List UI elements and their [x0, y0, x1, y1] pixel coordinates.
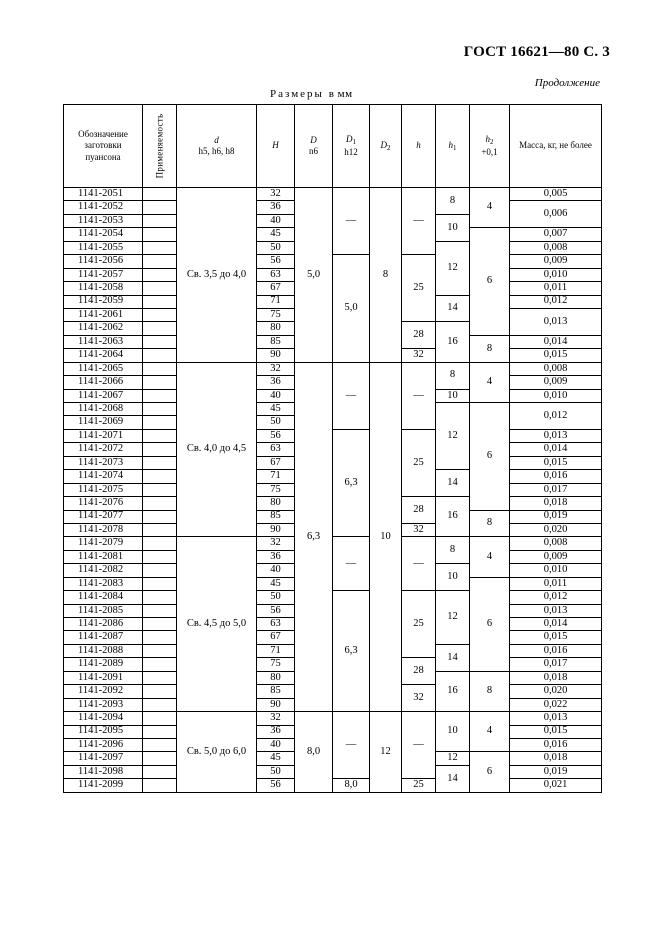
applicability-cell — [143, 456, 177, 469]
row-code: 1141-2087 — [64, 631, 143, 644]
row-H: 85 — [257, 510, 295, 523]
applicability-cell — [143, 335, 177, 348]
row-H: 40 — [257, 564, 295, 577]
table-header-row — [64, 105, 602, 188]
D1-cell: — — [333, 712, 370, 779]
row-H: 67 — [257, 282, 295, 295]
row-H: 36 — [257, 376, 295, 389]
table-row — [64, 255, 602, 268]
row-mass: 0,010 — [510, 268, 602, 281]
row-code: 1141-2097 — [64, 752, 143, 765]
row-H: 32 — [257, 188, 295, 201]
row-mass: 0,018 — [510, 671, 602, 684]
applicability-cell — [143, 779, 177, 792]
applicability-cell — [143, 349, 177, 362]
row-code: 1141-2065 — [64, 362, 143, 375]
row-H: 85 — [257, 685, 295, 698]
h1-cell: 10 — [436, 389, 470, 402]
row-H: 56 — [257, 604, 295, 617]
row-mass: 0,013 — [510, 604, 602, 617]
applicability-cell — [143, 483, 177, 496]
row-H: 32 — [257, 537, 295, 550]
table-row — [64, 537, 602, 550]
applicability-cell — [143, 255, 177, 268]
applicability-cell — [143, 523, 177, 536]
row-mass: 0,006 — [510, 201, 602, 228]
row-code: 1141-2074 — [64, 470, 143, 483]
row-H: 67 — [257, 456, 295, 469]
applicability-cell — [143, 550, 177, 563]
row-mass: 0,007 — [510, 228, 602, 241]
h-cell: 25 — [402, 255, 436, 322]
row-code: 1141-2062 — [64, 322, 143, 335]
row-mass: 0,018 — [510, 752, 602, 765]
row-H: 50 — [257, 416, 295, 429]
row-H: 36 — [257, 550, 295, 563]
row-H: 71 — [257, 470, 295, 483]
row-H: 40 — [257, 389, 295, 402]
col-code-line1: Обозначение — [78, 129, 128, 140]
row-code: 1141-2073 — [64, 456, 143, 469]
row-code: 1141-2072 — [64, 443, 143, 456]
col-D-symbol: D — [310, 134, 317, 145]
applicability-cell — [143, 282, 177, 295]
D1-cell: 6,3 — [333, 429, 370, 537]
row-H: 71 — [257, 295, 295, 308]
applicability-cell — [143, 362, 177, 375]
D1-cell: — — [333, 537, 370, 591]
applicability-cell — [143, 644, 177, 657]
applicability-cell — [143, 295, 177, 308]
h2-cell: 4 — [470, 188, 510, 228]
col-D2-symbol: D — [380, 139, 387, 150]
row-H: 75 — [257, 658, 295, 671]
h-cell: 28 — [402, 497, 436, 524]
applicability-cell — [143, 658, 177, 671]
row-H: 45 — [257, 577, 295, 590]
col-D1-tolerance: h12 — [344, 146, 358, 157]
sizes-label: Размеры — [270, 88, 324, 100]
row-code: 1141-2096 — [64, 738, 143, 751]
row-H: 63 — [257, 618, 295, 631]
row-code: 1141-2098 — [64, 765, 143, 778]
row-mass: 0,009 — [510, 376, 602, 389]
applicability-cell — [143, 765, 177, 778]
col-d-header — [177, 105, 257, 188]
row-mass: 0,014 — [510, 618, 602, 631]
D1-cell: 6,3 — [333, 591, 370, 712]
h1-cell: 12 — [436, 403, 470, 470]
applicability-cell — [143, 698, 177, 711]
row-H: 40 — [257, 738, 295, 751]
h-cell: — — [402, 712, 436, 779]
col-D2-subscript: 2 — [387, 143, 391, 152]
D1-cell: — — [333, 362, 370, 429]
h-cell: 32 — [402, 685, 436, 712]
row-code: 1141-2066 — [64, 376, 143, 389]
row-code: 1141-2086 — [64, 618, 143, 631]
row-mass: 0,009 — [510, 255, 602, 268]
col-h1-symbol: h — [448, 139, 453, 150]
row-H: 56 — [257, 255, 295, 268]
row-mass: 0,013 — [510, 308, 602, 335]
h1-cell: 12 — [436, 591, 470, 645]
applicability-cell — [143, 510, 177, 523]
applicability-cell — [143, 631, 177, 644]
row-mass: 0,008 — [510, 537, 602, 550]
sizes-unit: в мм — [328, 88, 353, 100]
h1-cell: 8 — [436, 537, 470, 564]
row-H: 36 — [257, 201, 295, 214]
h1-cell: 10 — [436, 712, 470, 752]
applicability-cell — [143, 429, 177, 442]
applicability-cell — [143, 685, 177, 698]
row-mass: 0,014 — [510, 335, 602, 348]
row-H: 90 — [257, 523, 295, 536]
D-group-cell: 5,0 — [295, 188, 333, 363]
row-H: 71 — [257, 644, 295, 657]
row-code: 1141-2052 — [64, 201, 143, 214]
row-code: 1141-2094 — [64, 712, 143, 725]
row-H: 63 — [257, 268, 295, 281]
row-mass: 0,020 — [510, 523, 602, 536]
d-group-cell: Св. 4,5 до 5,0 — [177, 537, 257, 712]
col-D-tolerance: n6 — [309, 146, 318, 156]
row-H: 56 — [257, 779, 295, 792]
sizes-caption — [270, 88, 420, 100]
h1-cell: 16 — [436, 322, 470, 362]
page-title: ГОСТ 16621—80 С. 3 — [463, 44, 610, 60]
applicability-cell — [143, 537, 177, 550]
h1-cell: 14 — [436, 765, 470, 792]
row-H: 80 — [257, 497, 295, 510]
row-H: 50 — [257, 591, 295, 604]
row-code: 1141-2053 — [64, 214, 143, 227]
row-H: 85 — [257, 335, 295, 348]
row-code: 1141-2085 — [64, 604, 143, 617]
applicability-cell — [143, 470, 177, 483]
row-H: 80 — [257, 322, 295, 335]
row-code: 1141-2088 — [64, 644, 143, 657]
h1-cell: 14 — [436, 644, 470, 671]
row-code: 1141-2059 — [64, 295, 143, 308]
table-row — [64, 362, 602, 375]
h2-cell: 8 — [470, 510, 510, 537]
row-code: 1141-2078 — [64, 523, 143, 536]
applicability-cell — [143, 577, 177, 590]
table-body — [64, 188, 602, 793]
row-mass: 0,011 — [510, 282, 602, 295]
h1-cell: 10 — [436, 214, 470, 241]
col-mass-header: Масса, кг, не более — [510, 105, 602, 188]
applicability-cell — [143, 564, 177, 577]
row-H: 32 — [257, 362, 295, 375]
row-code: 1141-2069 — [64, 416, 143, 429]
col-D1-symbol: D — [346, 134, 353, 144]
h1-cell: 14 — [436, 295, 470, 322]
dimensions-table — [63, 104, 602, 793]
row-code: 1141-2095 — [64, 725, 143, 738]
h-cell: — — [402, 537, 436, 591]
h2-cell: 8 — [470, 671, 510, 711]
row-code: 1141-2058 — [64, 282, 143, 295]
row-code: 1141-2055 — [64, 241, 143, 254]
h-cell: 32 — [402, 523, 436, 536]
col-D1-header — [333, 105, 370, 188]
col-D-header — [295, 105, 333, 188]
row-code: 1141-2099 — [64, 779, 143, 792]
applicability-cell — [143, 604, 177, 617]
row-code: 1141-2082 — [64, 564, 143, 577]
row-mass: 0,010 — [510, 389, 602, 402]
col-D1-subscript: 1 — [352, 138, 356, 146]
h1-cell: 10 — [436, 564, 470, 591]
row-code: 1141-2075 — [64, 483, 143, 496]
D1-cell: 5,0 — [333, 255, 370, 363]
d-group-cell: Св. 3,5 до 4,0 — [177, 188, 257, 363]
h-cell: — — [402, 188, 436, 255]
D1-cell: — — [333, 188, 370, 255]
row-H: 50 — [257, 241, 295, 254]
row-mass: 0,015 — [510, 631, 602, 644]
row-mass: 0,008 — [510, 241, 602, 254]
h2-cell: 4 — [470, 712, 510, 752]
row-H: 90 — [257, 349, 295, 362]
h1-cell: 16 — [436, 671, 470, 711]
col-h-header — [402, 105, 436, 188]
row-code: 1141-2054 — [64, 228, 143, 241]
applicability-cell — [143, 591, 177, 604]
D2-group-cell: 10 — [370, 362, 402, 711]
table-row — [64, 712, 602, 725]
row-mass: 0,010 — [510, 564, 602, 577]
h1-cell: 16 — [436, 497, 470, 537]
row-mass: 0,013 — [510, 429, 602, 442]
D-group-cell: 6,3 — [295, 362, 333, 711]
applicability-cell — [143, 738, 177, 751]
col-code-header — [64, 105, 143, 188]
d-group-cell: Св. 4,0 до 4,5 — [177, 362, 257, 537]
col-h1-subscript: 1 — [453, 143, 457, 152]
row-mass: 0,014 — [510, 443, 602, 456]
row-mass: 0,015 — [510, 725, 602, 738]
h-cell: 28 — [402, 658, 436, 685]
row-H: 36 — [257, 725, 295, 738]
row-mass: 0,005 — [510, 188, 602, 201]
h2-cell: 4 — [470, 537, 510, 577]
table-row — [64, 591, 602, 604]
row-mass: 0,016 — [510, 644, 602, 657]
applicability-cell — [143, 403, 177, 416]
row-code: 1141-2077 — [64, 510, 143, 523]
h1-cell: 12 — [436, 752, 470, 765]
col-code-line3: пуансона — [85, 151, 121, 162]
row-mass: 0,017 — [510, 658, 602, 671]
D1-cell: 8,0 — [333, 779, 370, 792]
row-code: 1141-2089 — [64, 658, 143, 671]
applicability-cell — [143, 443, 177, 456]
h-cell: 25 — [402, 779, 436, 792]
D-group-cell: 8,0 — [295, 712, 333, 793]
row-H: 80 — [257, 671, 295, 684]
applicability-cell — [143, 752, 177, 765]
col-d-symbol: d — [214, 134, 219, 145]
row-code: 1141-2056 — [64, 255, 143, 268]
row-code: 1141-2081 — [64, 550, 143, 563]
row-code: 1141-2068 — [64, 403, 143, 416]
row-code: 1141-2071 — [64, 429, 143, 442]
row-code: 1141-2091 — [64, 671, 143, 684]
col-h1-header — [436, 105, 470, 188]
d-group-cell: Св. 5,0 до 6,0 — [177, 712, 257, 793]
applicability-cell — [143, 308, 177, 321]
table-row — [64, 188, 602, 201]
row-mass: 0,012 — [510, 403, 602, 430]
h-cell: — — [402, 362, 436, 429]
applicability-cell — [143, 241, 177, 254]
col-d-tolerance: h5, h6, h8 — [198, 146, 235, 156]
h1-cell: 8 — [436, 188, 470, 215]
h2-cell: 6 — [470, 577, 510, 671]
h-cell: 25 — [402, 591, 436, 658]
row-mass: 0,018 — [510, 497, 602, 510]
applicability-cell — [143, 671, 177, 684]
row-mass: 0,011 — [510, 577, 602, 590]
row-code: 1141-2093 — [64, 698, 143, 711]
row-mass: 0,021 — [510, 779, 602, 792]
row-mass: 0,022 — [510, 698, 602, 711]
applicability-cell — [143, 389, 177, 402]
row-mass: 0,015 — [510, 456, 602, 469]
D2-group-cell: 12 — [370, 712, 402, 793]
row-H: 75 — [257, 483, 295, 496]
row-mass: 0,015 — [510, 349, 602, 362]
h1-cell: 14 — [436, 470, 470, 497]
h-cell: 32 — [402, 349, 436, 362]
continuation-label: Продолжение — [534, 77, 600, 89]
h1-cell: 8 — [436, 362, 470, 389]
row-mass: 0,019 — [510, 765, 602, 778]
applicability-cell — [143, 416, 177, 429]
row-code: 1141-2064 — [64, 349, 143, 362]
row-mass: 0,017 — [510, 483, 602, 496]
row-H: 90 — [257, 698, 295, 711]
row-H: 75 — [257, 308, 295, 321]
applicability-cell — [143, 376, 177, 389]
col-H-header — [257, 105, 295, 188]
col-applicability-header — [143, 105, 177, 188]
table-row — [64, 779, 602, 792]
row-mass: 0,020 — [510, 685, 602, 698]
applicability-cell — [143, 618, 177, 631]
col-H-symbol: H — [272, 140, 279, 151]
row-code: 1141-2083 — [64, 577, 143, 590]
applicability-cell — [143, 228, 177, 241]
row-H: 67 — [257, 631, 295, 644]
row-H: 32 — [257, 712, 295, 725]
row-mass: 0,016 — [510, 470, 602, 483]
row-H: 40 — [257, 214, 295, 227]
col-code-line2: заготовки — [84, 140, 122, 151]
h1-cell: 12 — [436, 241, 470, 295]
row-code: 1141-2057 — [64, 268, 143, 281]
col-applicability-label: Применяемость — [153, 113, 164, 179]
h2-cell: 8 — [470, 335, 510, 362]
row-code: 1141-2092 — [64, 685, 143, 698]
applicability-cell — [143, 201, 177, 214]
row-mass: 0,019 — [510, 510, 602, 523]
row-code: 1141-2067 — [64, 389, 143, 402]
row-code: 1141-2061 — [64, 308, 143, 321]
row-code: 1141-2084 — [64, 591, 143, 604]
row-code: 1141-2076 — [64, 497, 143, 510]
row-mass: 0,013 — [510, 712, 602, 725]
row-code: 1141-2051 — [64, 188, 143, 201]
row-H: 56 — [257, 429, 295, 442]
col-h2-tolerance: +0,1 — [481, 146, 498, 157]
row-mass: 0,016 — [510, 738, 602, 751]
row-H: 50 — [257, 765, 295, 778]
applicability-cell — [143, 268, 177, 281]
row-mass: 0,008 — [510, 362, 602, 375]
h2-cell: 6 — [470, 228, 510, 336]
h2-cell: 6 — [470, 752, 510, 792]
h2-cell: 6 — [470, 403, 510, 511]
row-H: 45 — [257, 228, 295, 241]
applicability-cell — [143, 322, 177, 335]
D2-group-cell: 8 — [370, 188, 402, 363]
col-h2-subscript: 2 — [490, 138, 494, 146]
applicability-cell — [143, 725, 177, 738]
h-cell: 28 — [402, 322, 436, 349]
col-h-symbol: h — [416, 140, 421, 151]
row-H: 63 — [257, 443, 295, 456]
row-code: 1141-2063 — [64, 335, 143, 348]
row-H: 45 — [257, 403, 295, 416]
applicability-cell — [143, 188, 177, 201]
table-row — [64, 429, 602, 442]
row-mass: 0,009 — [510, 550, 602, 563]
col-h2-header — [470, 105, 510, 188]
row-H: 45 — [257, 752, 295, 765]
h-cell: 25 — [402, 429, 436, 496]
row-code: 1141-2079 — [64, 537, 143, 550]
row-mass: 0,012 — [510, 295, 602, 308]
h2-cell: 4 — [470, 362, 510, 402]
applicability-cell — [143, 712, 177, 725]
col-D2-header — [370, 105, 402, 188]
col-h2-symbol: h — [485, 134, 490, 144]
applicability-cell — [143, 214, 177, 227]
applicability-cell — [143, 497, 177, 510]
row-mass: 0,012 — [510, 591, 602, 604]
